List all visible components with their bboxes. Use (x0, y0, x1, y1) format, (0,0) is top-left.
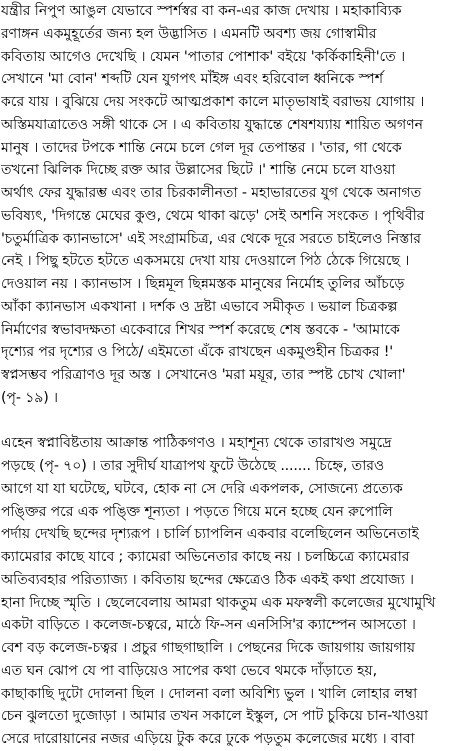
text-line: নেই । পিছু হটতে হটতে একসময়ে দেখা যায় দেওয়ালে পিঠ ঠেকে গিয়েছে । (1, 253, 410, 270)
text-line: ভবিষ্যৎ, 'দিগন্তে মেঘের কুণ্ড, থেমে থাকা ঝড়ে' সেই অশনি সংকেত । পৃথিবীর (1, 207, 425, 224)
text-line: 'চতুর্মাত্রিক ক্যানভাসে' এই সংগ্রামচিত্র, এর থেকে দূরে সরতে চাইলেও নিস্তার (1, 230, 421, 247)
text-line: তখনো ঝিলিক দিচ্ছে রক্ত আর উল্লাসের ছিটে ।' শান্তি নেমে চলে যাওয়া (1, 162, 396, 179)
text-line: অতিব্যবহার পরিত্যাজ্য । কবিতায় ছন্দের ক্ষেত্রেও ঠিক একই কথা প্রযোজ্য । (1, 571, 414, 588)
text-line: ক্যামেরার কাছে যাবে ; ক্যামেরা অভিনেতার কাছে নয় । চলচ্চিত্রে ক্যামেরার (1, 549, 410, 565)
text-line: পড়ছে (পৃ- ৭০) । তার সুদীর্ঘ যাত্রাপথ ফুটে উঠেছে ....... চিহ্নে, তারও (1, 458, 385, 474)
text-line: মানুষ । তাদের টপকে শান্তি নেমে চলে গেল দূর তেপান্তর । 'তার, গা থেকে (1, 139, 402, 156)
text-line: কাছাকাছি দুটো দোলনা ছিল । দোলনা বলা অবিশ্যি ভুল । খালি লোহার লম্বা (1, 685, 418, 702)
text-line: করে যায় । বুঝিয়ে দেয় সংকটে আত্মপ্রকাশ কালে মাতৃভাষাই বরাভয় যোগায় । (1, 94, 425, 110)
paragraph-2 (1, 432, 455, 751)
text-line: সেখানে 'মা বোন' শব্দটি যেন যুগপৎ মাঁইঙ্গ এবং হরিবোল ধ্বনিকে স্পর্শ (1, 71, 383, 88)
text-line: হানা দিচ্ছে স্মৃতি । ছেলেবেলায় আমরা থাকতুম এক মফস্বলী কলেজের মুখোমুখি (1, 594, 436, 611)
text-line: অর্থাৎ ফের যুদ্ধারম্ভ এবং তার চিরকালীনতা - মহাভারতের যুগ থেকে অনাগত (1, 185, 422, 201)
document-page (1, 0, 455, 751)
paragraph-gap (1, 410, 455, 433)
text-line: চেন ঝুলতো দুজোড়া । আমার তখন সকালে ইস্কুল, সে পাট চুকিয়ে চান-খাওয়া (1, 708, 428, 725)
text-line: রণাঙ্গন একমুহূর্তের জন্য হল উদ্ভাসিত । এমনটি অবশ্য জয় গোস্বামীর (1, 25, 377, 42)
text-line: কবিতায় আগেও দেখেছি । যেমন 'পাতার পোশাক' বইয়ে 'কর্কিকাহিনী'তে । (1, 48, 406, 65)
text-line: পর্দায় দেখছি ছন্দের দৃশ্যরূপ । চার্লি চ্যাপলিন একবার বলেছিলেন অভিনেতাই (1, 526, 419, 543)
text-line: সেরে দারোয়ানের নজর এড়িয়ে টুক করে ঢুকে পড়তুম কলেজের মধ্যে । বাবা (1, 731, 415, 747)
text-line: (পৃ- ১৯) । (1, 389, 58, 406)
text-line: একটা বাড়িতে । কলেজ-চত্বরে, মাঠে ফি-সন এনসিসি'র ক্যাম্পেন আসতো । (1, 617, 416, 634)
text-line: নির্মাণের স্বভাবদক্ষতা একেবারে শিখর স্পর্শ করেছে শেষ স্তবকে - 'আমাকে (1, 321, 400, 338)
text-line: পঙ্ক্তির পরে এক পঙ্ক্তি শূন্যতা । পড়তে গিয়ে মনে হচ্ছে যেন রুপোলি (1, 503, 393, 520)
text-line: স্বপ্নসম্ভব পরিত্রাণও দূর অস্ত । সেখানেও 'মরা ময়ূর, তার স্পষ্ট চোখ খোলা' (1, 367, 406, 383)
text-line: দৃশ্যের পর দৃশ্যের ও পিঠে/ এইমতো এঁকে রাখছেন একমুণ্ডহীন চিত্রকর !' (1, 344, 394, 361)
text-line: এত ঘন ঝোপ যে পা বাড়িয়েও সাপের কথা ভেবে থমকে দাঁড়াতে হয়, (1, 662, 377, 679)
text-line: এহেন স্বপ্নাবিষ্টতায় আক্রান্ত পাঠিকগণও । মহাশূন্য থেকে তারাখণ্ড সমুদ্রে (1, 435, 392, 452)
text-line: আগে যা যা ঘটেছে, ঘটবে, হোক না সে দেরি একপলক, সোজন্যে প্রত্যেক (1, 480, 403, 497)
text-line: অস্তিমযাত্রাতেও সঙ্গী থাকে সে । এ কবিতায় যুদ্ধান্তে শেষশয্যায় শায়িত অগণন (1, 116, 423, 133)
text-line: বেশ বড় কলেজ-চত্বর । প্রচুর গাছগাছালি । পেছনের দিকে জায়গায় জায়গায় (1, 640, 415, 656)
text-line: যন্ত্রীর নিপুণ আঙুল যেভাবে স্পর্শস্বর বা কন-এর কাজ দেখায় । মহাকাব্যিক (1, 3, 402, 19)
text-line: আঁকা ক্যানভাস একখানা । দর্শক ও দ্রষ্টা এভাবে সমীকৃত । ভয়াল চিত্রকল্প (1, 298, 398, 315)
text-line: দেওয়াল নয় । ক্যানভাস । ছিন্নমূল ছিন্নমস্তক মানুষের নির্মোহ তুলির আঁচড়ে (1, 276, 405, 292)
paragraph-1 (1, 0, 455, 410)
